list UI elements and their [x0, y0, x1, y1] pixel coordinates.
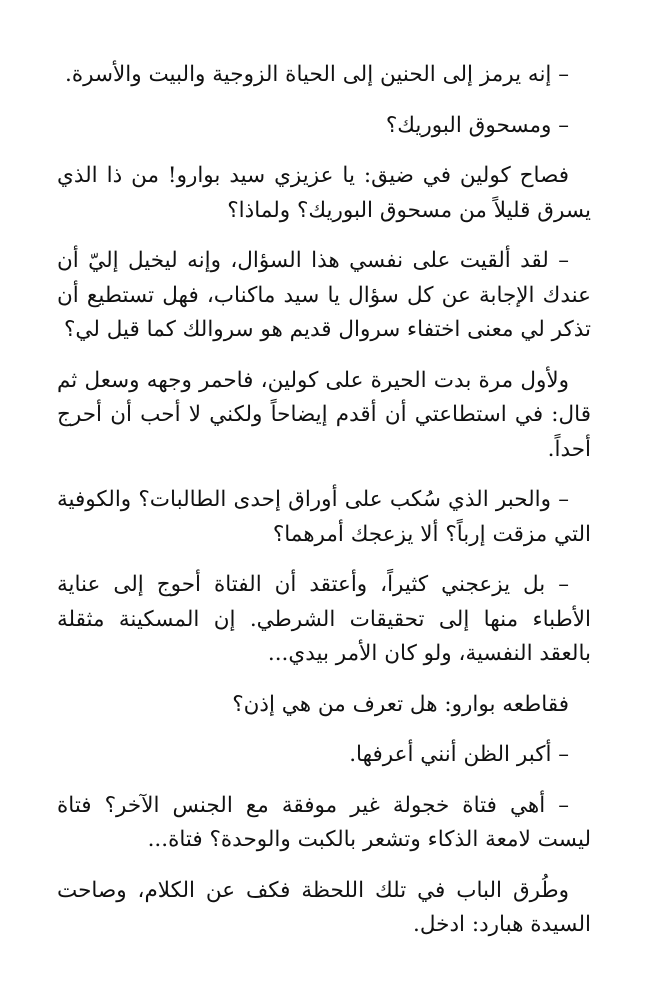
paragraph-5: ولأول مرة بدت الحيرة على كولين، فاحمر وجهه وسعل ثم قال: في استطاعتي أن أقدم إيضاحاً ولكني لا أحب أن أحرج أحداً. — [57, 367, 591, 462]
book-page — [57, 58, 591, 959]
paragraph-1: – إنه يرمز إلى الحنين إلى الحياة الزوجية والبيت والأسرة. — [65, 62, 569, 87]
paragraph-7: – بل يزعجني كثيراً، وأعتقد أن الفتاة أحوج إلى عناية الأطباء منها إلى تحقيقات الشرطي. إن المسكينة مثقلة بالعقد النفسية، ولو كان الأمر بيدي... — [57, 572, 591, 666]
paragraph-6: – والحبر الذي سُكب على أوراق إحدى الطالبات؟ والكوفية التي مزقت إرباً؟ ألا يزعجك أمرهما؟ — [57, 487, 591, 547]
paragraph-3: فصاح كولين في ضيق: يا عزيزي سيد بوارو! من ذا الذي يسرق قليلاً من مسحوق البوريك؟ ولماذا؟ — [57, 163, 591, 223]
paragraph-11: وطُرق الباب في تلك اللحظة فكف عن الكلام، وصاحت السيدة هبارد: ادخل. — [57, 877, 591, 937]
paragraph-8: فقاطعه بوارو: هل تعرف من هي إذن؟ — [232, 691, 569, 717]
paragraph-4: – لقد ألقيت على نفسي هذا السؤال، وإنه ليخيل إليّ أن عندك الإجابة عن كل سؤال يا سيد ماكناب، فهل تستطيع أن تذكر لي معنى اختفاء سروال قديم هو سروالك كما قيل لي؟ — [57, 248, 591, 342]
paragraph-2: – ومسحوق البوريك؟ — [385, 112, 569, 138]
paragraph-10: – أهي فتاة خجولة غير موفقة مع الجنس الآخر؟ فتاة ليست لامعة الذكاء وتشعر بالكبت والوحدة؟ فتاة... — [57, 792, 591, 852]
paragraph-9: – أكبر الظن أنني أعرفها. — [349, 742, 569, 767]
